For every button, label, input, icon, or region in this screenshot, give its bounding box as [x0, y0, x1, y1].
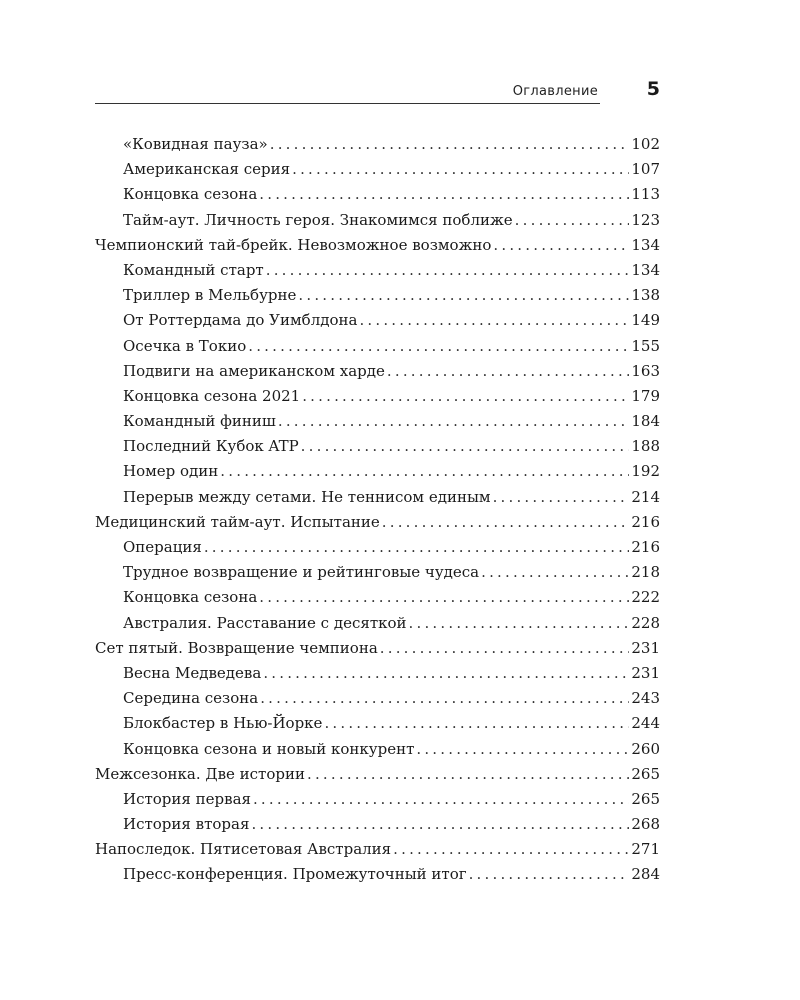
toc-entry-page: 244 [631, 714, 660, 733]
toc-entry [95, 233, 660, 258]
dot-leader [278, 409, 629, 434]
toc-entry [95, 308, 660, 333]
toc-entry-title: Триллер в Мельбурне [123, 286, 297, 305]
toc-entry [95, 157, 660, 182]
dot-leader [307, 762, 629, 787]
dot-leader [301, 434, 630, 459]
toc-entry-page: 123 [631, 210, 660, 229]
toc-entry-title: Пресс-конференция. Промежуточный итог [123, 865, 467, 884]
toc-entry [95, 686, 660, 711]
toc-entry-page: 163 [631, 361, 660, 380]
dot-leader [292, 157, 629, 182]
toc-entry-title: Трудное возвращение и рейтинговые чудеса [123, 563, 480, 582]
toc-entry [95, 611, 660, 636]
dot-leader [259, 182, 629, 207]
toc-entry-title: Тайм-аут. Личность героя. Знакомимся поближе [123, 210, 513, 229]
toc-entry-page: 192 [631, 462, 660, 481]
toc-entry [95, 510, 660, 535]
toc-entry-page: 184 [631, 412, 660, 431]
dot-leader [515, 208, 630, 233]
toc-entry-page: 179 [631, 386, 660, 405]
dot-leader [263, 661, 629, 686]
dot-leader [270, 132, 630, 157]
toc-entry [95, 636, 660, 661]
toc-entry-title: От Роттердама до Уимблдона [123, 311, 358, 330]
toc-entry-title: Перерыв между сетами. Не теннисом единым [123, 487, 491, 506]
toc-entry [95, 384, 660, 409]
dot-leader [260, 686, 629, 711]
dot-leader [409, 611, 630, 636]
toc-entry-page: 113 [631, 185, 660, 204]
toc-entry-title: Медицинский тайм-аут. Испытание [95, 512, 380, 531]
toc-entry [95, 535, 660, 560]
toc-entry-title: Номер один [123, 462, 219, 481]
toc-entry-title: Середина сезона [123, 689, 259, 708]
toc-entry [95, 711, 660, 736]
dot-leader [493, 485, 630, 510]
page-header [95, 80, 660, 104]
dot-leader [324, 711, 629, 736]
dot-leader [266, 258, 630, 283]
toc-entry [95, 132, 660, 157]
dot-leader [469, 862, 630, 887]
toc-entry-page: 218 [631, 563, 660, 582]
toc-entry-title: История вторая [123, 815, 250, 834]
toc-entry [95, 208, 660, 233]
toc-entry-title: Подвиги на американском харде [123, 361, 385, 380]
toc-entry-title: Сет пятый. Возвращение чемпиона [95, 638, 378, 657]
dot-leader [359, 308, 629, 333]
toc-entry-page: 216 [631, 538, 660, 556]
dot-leader [248, 334, 629, 359]
toc-entry-title: Весна Медведева [123, 663, 262, 682]
toc-entry-page: 216 [631, 512, 660, 531]
toc-entry-page: 134 [631, 260, 660, 279]
running-title: Оглавление [512, 84, 598, 99]
toc-entry-page: 271 [631, 840, 660, 859]
dot-leader [204, 535, 630, 560]
dot-leader [416, 737, 629, 762]
toc-entry [95, 434, 660, 459]
toc-entry [95, 837, 660, 862]
toc-entry-page: 134 [631, 235, 660, 254]
toc-entry [95, 585, 660, 610]
dot-leader [382, 510, 630, 535]
toc-entry-page: 102 [631, 135, 660, 153]
toc-entry [95, 762, 660, 787]
toc-entry-title: История первая [123, 789, 251, 808]
toc-entry-page: 155 [631, 336, 660, 355]
toc-entry [95, 359, 660, 384]
toc-entry-page: 231 [631, 663, 660, 682]
dot-leader [253, 787, 629, 812]
toc-entry [95, 560, 660, 585]
toc-entry-title: Концовка сезона и новый конкурент [123, 739, 415, 758]
toc-entry-page: 228 [631, 613, 660, 632]
dot-leader [387, 359, 629, 384]
dot-leader [380, 636, 630, 661]
toc-entry [95, 485, 660, 510]
toc-entry [95, 182, 660, 207]
toc-entry [95, 862, 660, 887]
toc-entry-title: Командный финиш [123, 412, 276, 431]
dot-leader [251, 812, 629, 837]
toc-entry-page: 138 [631, 286, 660, 305]
toc-entry [95, 258, 660, 283]
toc-entry [95, 812, 660, 837]
toc-entry-page: 107 [631, 160, 660, 179]
toc-entry-page: 268 [631, 815, 660, 834]
toc-entry-title: Концовка сезона [123, 185, 258, 204]
toc-entry-page: 243 [631, 689, 660, 708]
toc-entry-page: 265 [631, 789, 660, 808]
toc-entry-page: 222 [631, 588, 660, 607]
toc-entry-title: Операция [123, 538, 202, 556]
toc-entry-title: «Ковидная пауза» [123, 135, 268, 153]
toc-entry [95, 737, 660, 762]
page-number: 5 [646, 78, 660, 100]
toc-entry [95, 787, 660, 812]
toc-entry-title: Командный старт [123, 260, 264, 279]
toc-entry-title: Австралия. Расставание с десяткой [123, 613, 407, 632]
toc-entry [95, 334, 660, 359]
toc-entry-title: Блокбастер в Нью-Йорке [123, 714, 323, 733]
table-of-contents [95, 132, 660, 888]
toc-entry-title: Концовка сезона [123, 588, 258, 607]
toc-entry-title: Осечка в Токио [123, 336, 247, 355]
toc-entry-page: 149 [631, 311, 660, 330]
toc-entry-page: 231 [631, 638, 660, 657]
toc-entry-title: Последний Кубок ATP [123, 437, 299, 456]
header-divider [95, 103, 600, 104]
dot-leader [298, 283, 629, 308]
toc-entry-title: Межсезонка. Две истории [95, 764, 305, 783]
toc-entry-page: 188 [631, 437, 660, 456]
dot-leader [259, 585, 629, 610]
toc-entry-title: Чемпионский тай-брейк. Невозможное возможно [95, 235, 492, 254]
dot-leader [493, 233, 629, 258]
toc-entry-title: Американская серия [123, 160, 291, 179]
toc-entry [95, 409, 660, 434]
dot-leader [393, 837, 629, 862]
toc-entry-title: Напоследок. Пятисетовая Австралия [95, 840, 392, 859]
toc-entry-page: 284 [631, 865, 660, 884]
dot-leader [302, 384, 629, 409]
dot-leader [481, 560, 629, 585]
dot-leader [220, 459, 629, 484]
toc-entry-title: Концовка сезона 2021 [123, 386, 301, 405]
toc-entry-page: 214 [631, 487, 660, 506]
toc-entry [95, 661, 660, 686]
toc-entry-page: 260 [631, 739, 660, 758]
toc-entry [95, 283, 660, 308]
toc-entry-page: 265 [631, 764, 660, 783]
toc-entry [95, 459, 660, 484]
